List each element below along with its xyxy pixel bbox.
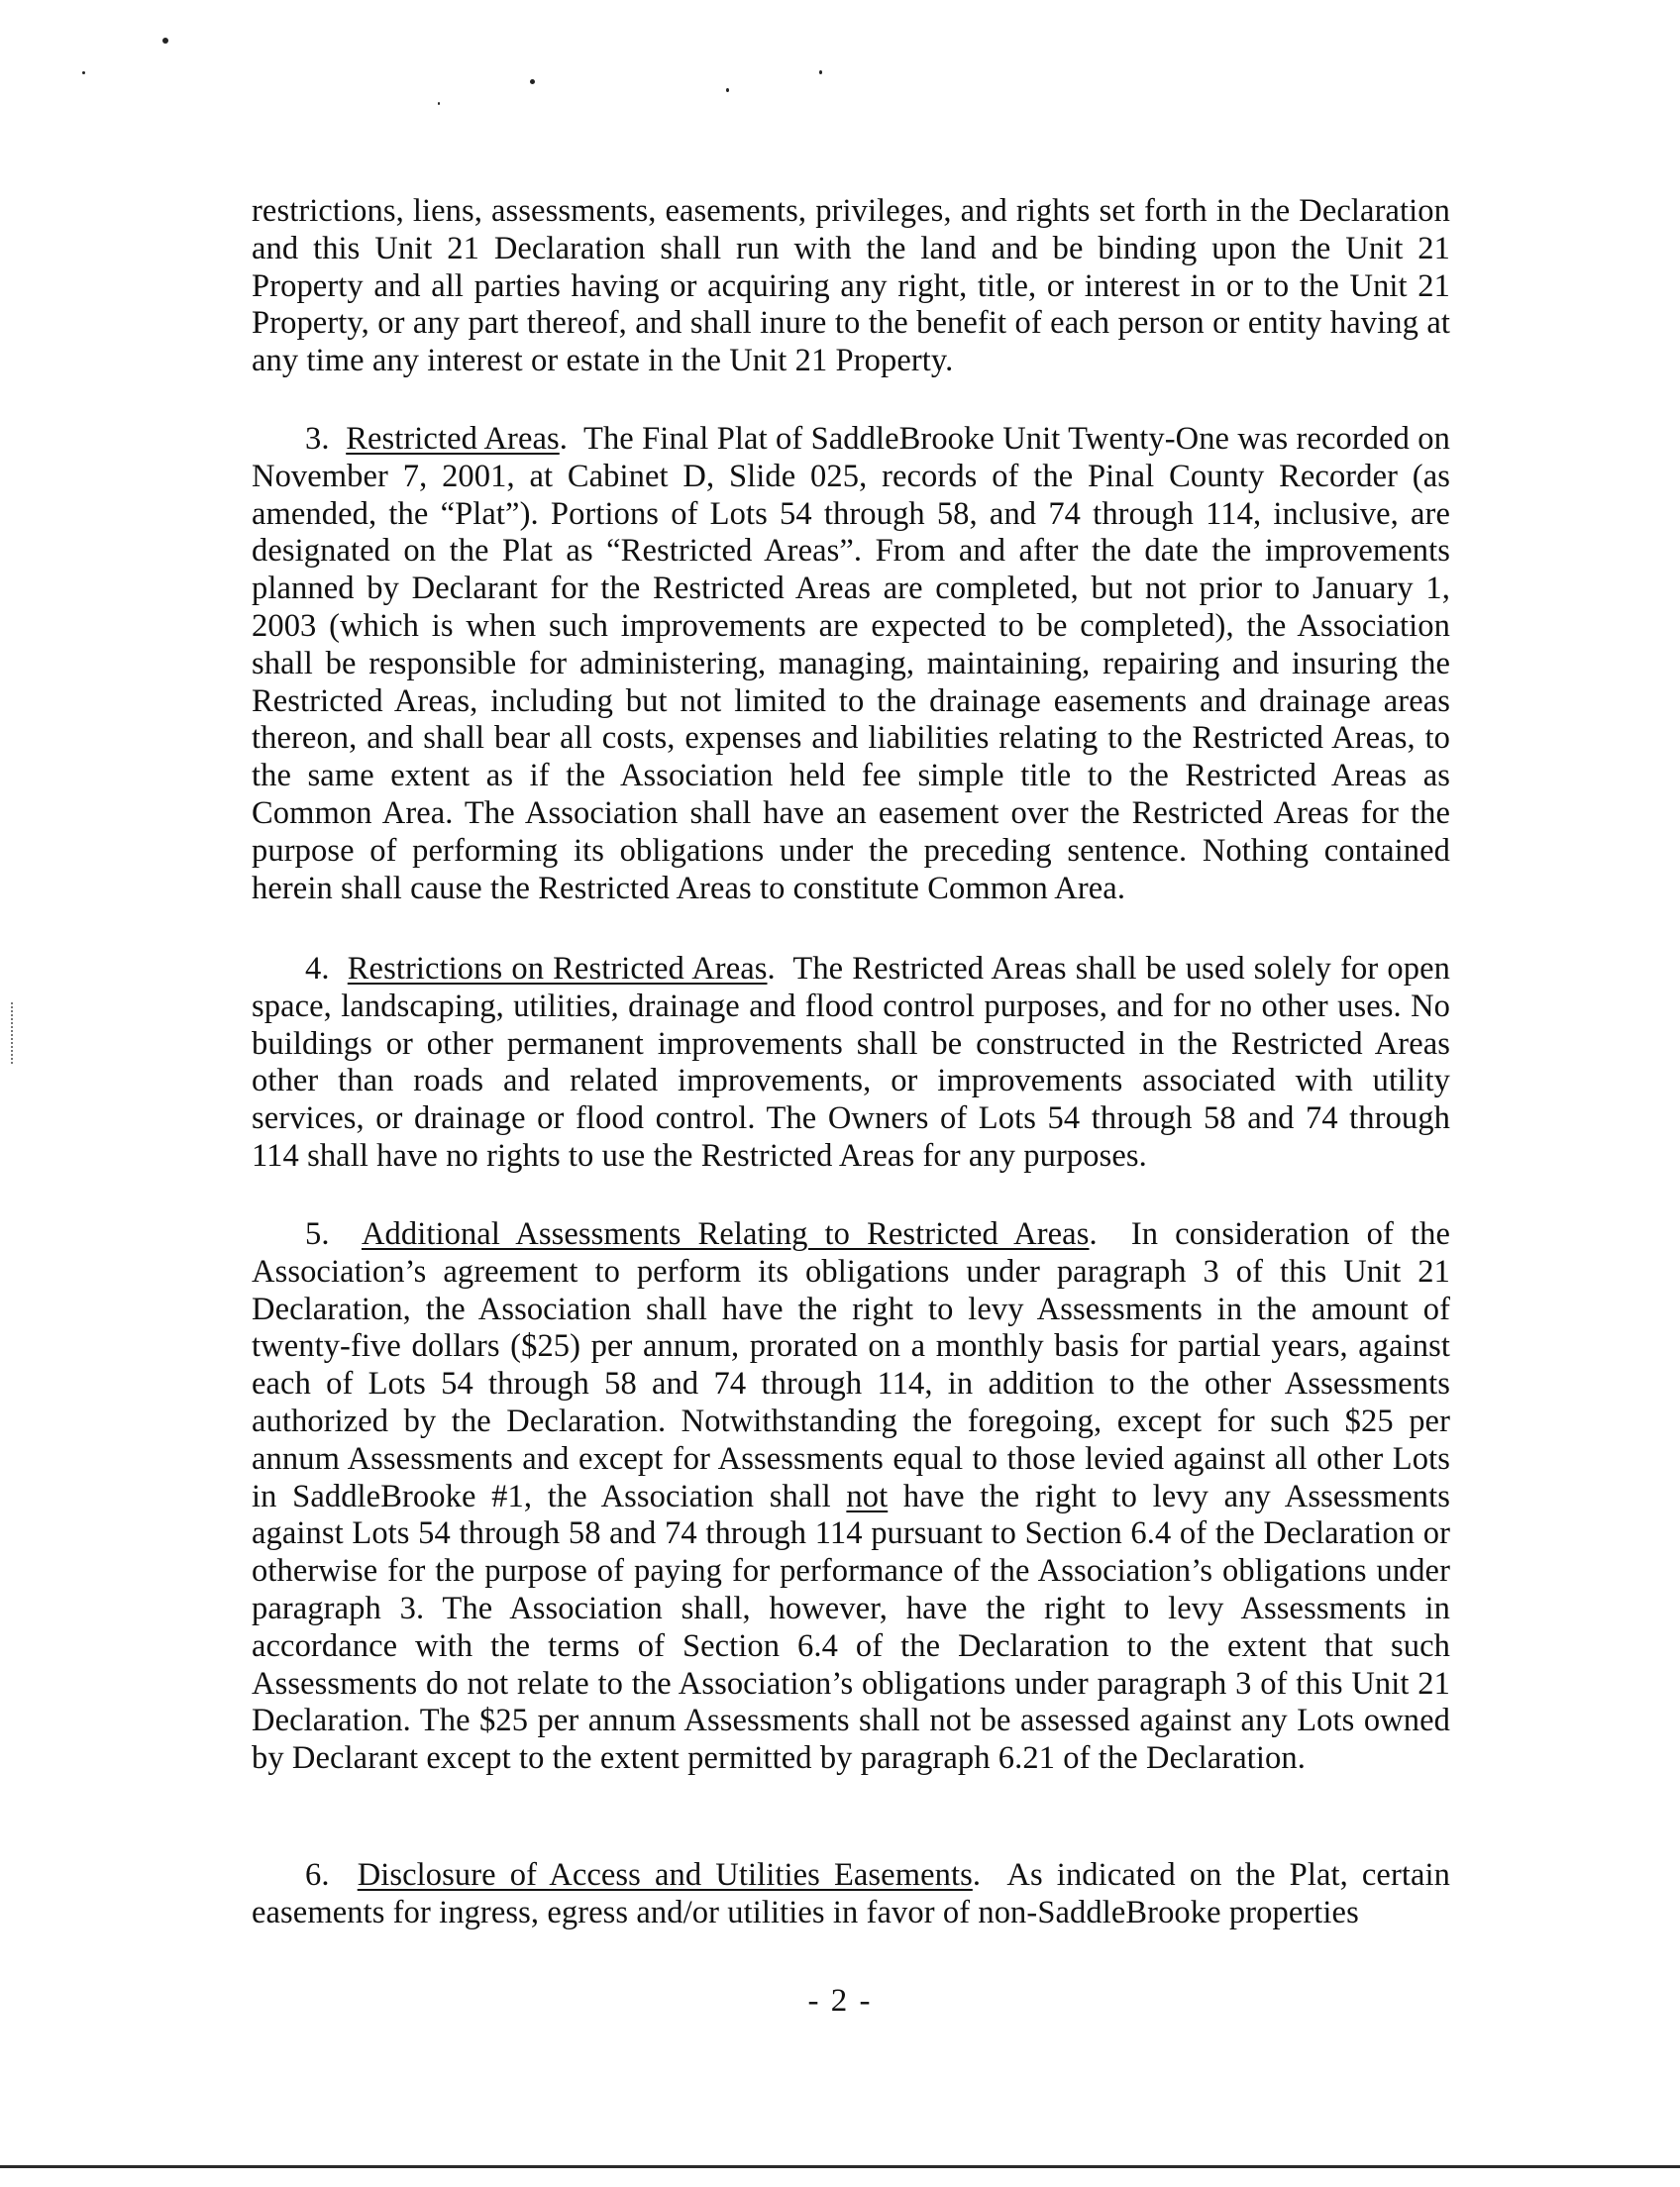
section-body-part-2: have the right to levy any Assessments against Lots 54 through 58 and 74 through 114 pursuant to Section 6.4 of the Declaration or otherwise for the purpose of paying for performance of the Association’s obligations under paragraph 3. The Association shall, however, have the right to levy Assessments in accordance with the terms of Section 6.4 of the Declaration to the extent that such Assessments do not relate to the Association’s obligations under paragraph 3 of this Unit 21 Declaration. The $25 per annum Assessments shall not be assessed against any Lots owned by Declarant except to the extent permitted by paragraph 6.21 of the Declaration. <box>252 1478 1450 1777</box>
section-4 <box>252 951 1450 1176</box>
heading-period: . <box>559 421 568 457</box>
heading-period: . <box>972 1857 982 1893</box>
section-3 <box>252 421 1450 907</box>
section-heading: Restrictions on Restricted Areas <box>347 951 768 987</box>
section-heading: Restricted Areas <box>346 421 560 457</box>
margin-marks <box>11 1002 15 1064</box>
section-number: 3. <box>305 421 330 457</box>
section-5 <box>252 1216 1450 1778</box>
section-number: 5. <box>305 1216 330 1252</box>
section-paragraph <box>252 421 1450 907</box>
continuation-paragraph <box>252 193 1450 380</box>
paragraph-text: restrictions, liens, assessments, easements, privileges, and rights set forth in the Declaration and this Unit 21 Declaration shall run with the land and be binding upon the Unit 21 Property and all parties having or acquiring any right, title, or interest in or to the Unit 21 Property, or any part thereof, and shall inure to the benefit of each person or entity having at any time any interest or estate in the Unit 21 Property. <box>252 193 1450 379</box>
section-paragraph <box>252 951 1450 1176</box>
heading-period: . <box>767 951 776 987</box>
section-number: 4. <box>305 951 330 987</box>
section-paragraph <box>252 1216 1450 1778</box>
section-number: 6. <box>305 1857 330 1893</box>
section-body: The Final Plat of SaddleBrooke Unit Twenty-One was recorded on November 7, 2001, at Cabinet D, Slide 025, records of the Pinal County Recorder (as amended, the “Plat”). Portions of Lots 54 through 58, and 74 through 114, inclusive, are designated on the Plat as “Restricted Areas”. From and after the date the improvements planned by Declarant for the Restricted Areas are completed, but not prior to January 1, 2003 (which is when such improvements are expected to be completed), the Association shall be responsible for administering, managing, maintaining, repairing and insuring the Restricted Areas, including but not limited to the drainage easements and drainage areas thereon, and shall bear all costs, expenses and liabilities relating to the Restricted Areas, to the same extent as if the Association held fee simple title to the Restricted Areas as Common Area. The Association shall have an easement over the Restricted Areas for the purpose of performing its obligations under the preceding sentence. Nothing contained herein shall cause the Restricted Areas to constitute Common Area. <box>252 421 1450 906</box>
section-body-part-1: In consideration of the Association’s agreement to perform its obligations under paragraph 3 of this Unit 21 Declaration, the Association shall have the right to levy Assessments in the amount of twenty-five dollars ($25) per annum, prorated on a monthly basis for partial years, against each of Lots 54 through 58 and 74 through 114, in addition to the other Assessments authorized by the Declaration. Notwithstanding the foregoing, except for such $25 per annum Assessments and except for Assessments equal to those levied against all other Lots in SaddleBrooke #1, the Association shall <box>252 1216 1450 1514</box>
bottom-scan-border <box>0 2165 1680 2168</box>
emphasis-not: not <box>846 1478 889 1514</box>
page-number: - 2 - <box>807 1983 873 2019</box>
section-body: As indicated on the Plat, certain easements for ingress, egress and/or utilities in favor of non-SaddleBrooke properties <box>252 1857 1450 1930</box>
section-body: The Restricted Areas shall be used solely for open space, landscaping, utilities, drainage and flood control purposes, and for no other uses. No buildings or other permanent improvements shall be constructed in the Restricted Areas other than roads and related improvements, or improvements associated with utility services, or drainage or flood control. The Owners of Lots 54 through 58 and 74 through 114 shall have no rights to use the Restricted Areas for any purposes. <box>252 951 1450 1174</box>
section-paragraph <box>252 1857 1450 1932</box>
heading-period: . <box>1089 1216 1098 1252</box>
section-heading: Disclosure of Access and Utilities Easements <box>357 1857 973 1893</box>
section-heading: Additional Assessments Relating to Restricted Areas <box>361 1216 1090 1252</box>
section-6 <box>252 1857 1450 1932</box>
